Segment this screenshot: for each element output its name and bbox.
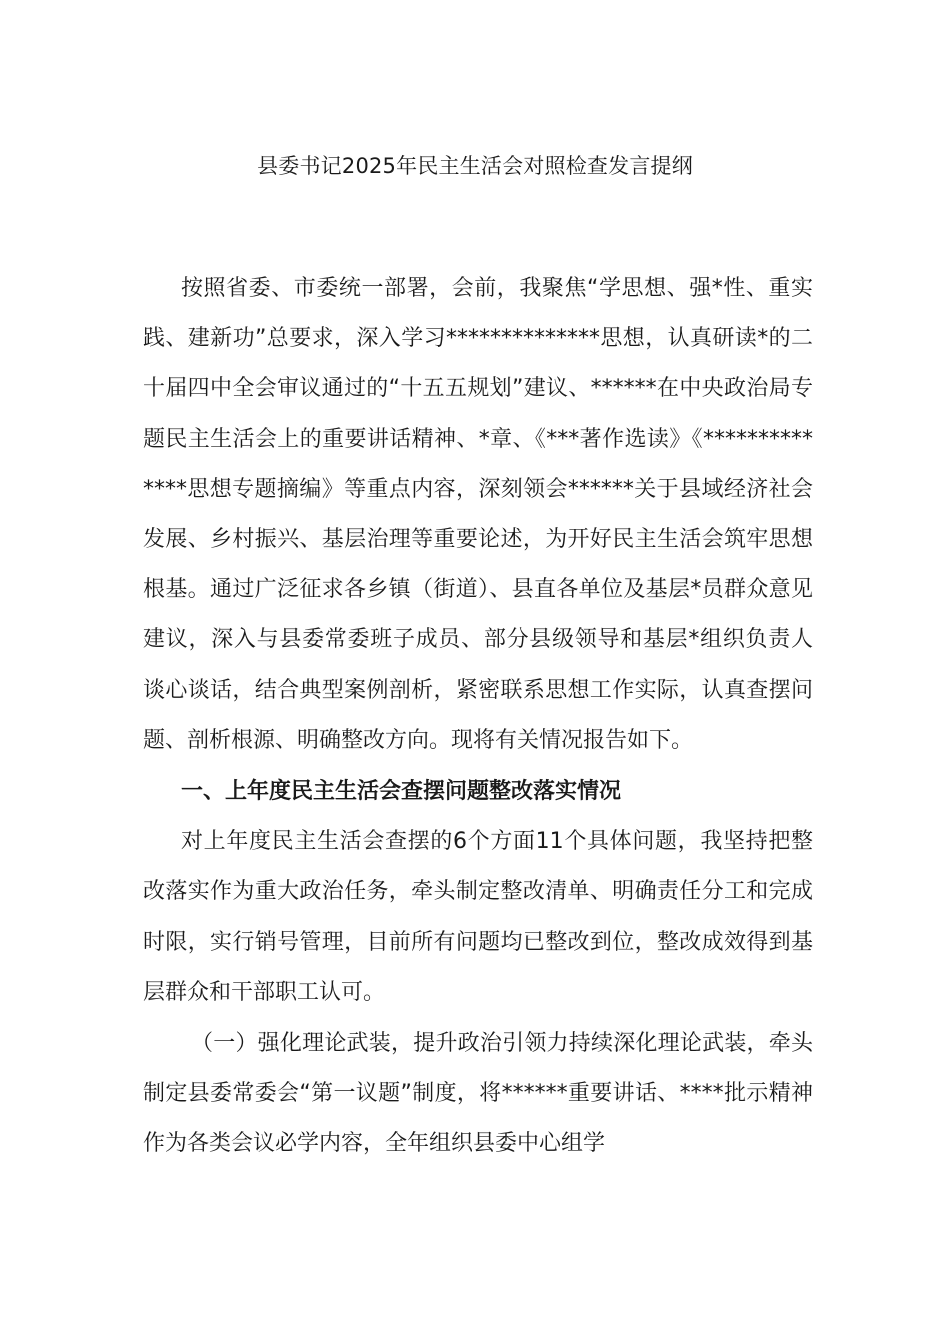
section-1-subsection-1-paragraph: （一）强化理论武装，提升政治引领力持续深化理论武装，牵头制定县委常委会“第一议题”制度，将******重要讲话、****批示精神作为各类会议必学内容，全年组织县委中心组学 [143, 1031, 813, 1157]
opening-paragraph: 按照省委、市委统一部署，会前，我聚焦“学思想、强*性、重实践、建新功”总要求，深入学习**************思想，认真研读*的二十届四中全会审议通过的“十五五规划”建议、******在中央政治局专题民主生活会上的重要讲话精神、*章、《***著作选读》《**************思想专题摘编》等重点内容，深刻领会******关于县域经济社会发展、乡村振兴、基层治理等重要论述，为开好民主生活会筑牢思想根基。通过广泛征求各乡镇（街道）、县直各单位及基层*员群众意见建议，深入与县委常委班子成员、部分县级领导和基层*组织负责人谈心谈话，结合典型案例剖析，紧密联系思想工作实际，认真查摆问题、剖析根源、明确整改方向。现将有关情况报告如下。 [143, 276, 813, 753]
section-1-intro-paragraph: 对上年度民主生活会查摆的6个方面11个具体问题，我坚持把整改落实作为重大政治任务，牵头制定整改清单、明确责任分工和完成时限，实行销号管理，目前所有问题均已整改到位，整改成效得到基层群众和干部职工认可。 [143, 829, 813, 1005]
document-title: 县委书记2025年民主生活会对照检查发言提纲 [257, 154, 693, 178]
section-heading-1: 一、上年度民主生活会查摆问题整改落实情况 [181, 779, 622, 805]
document-body [143, 264, 813, 1170]
